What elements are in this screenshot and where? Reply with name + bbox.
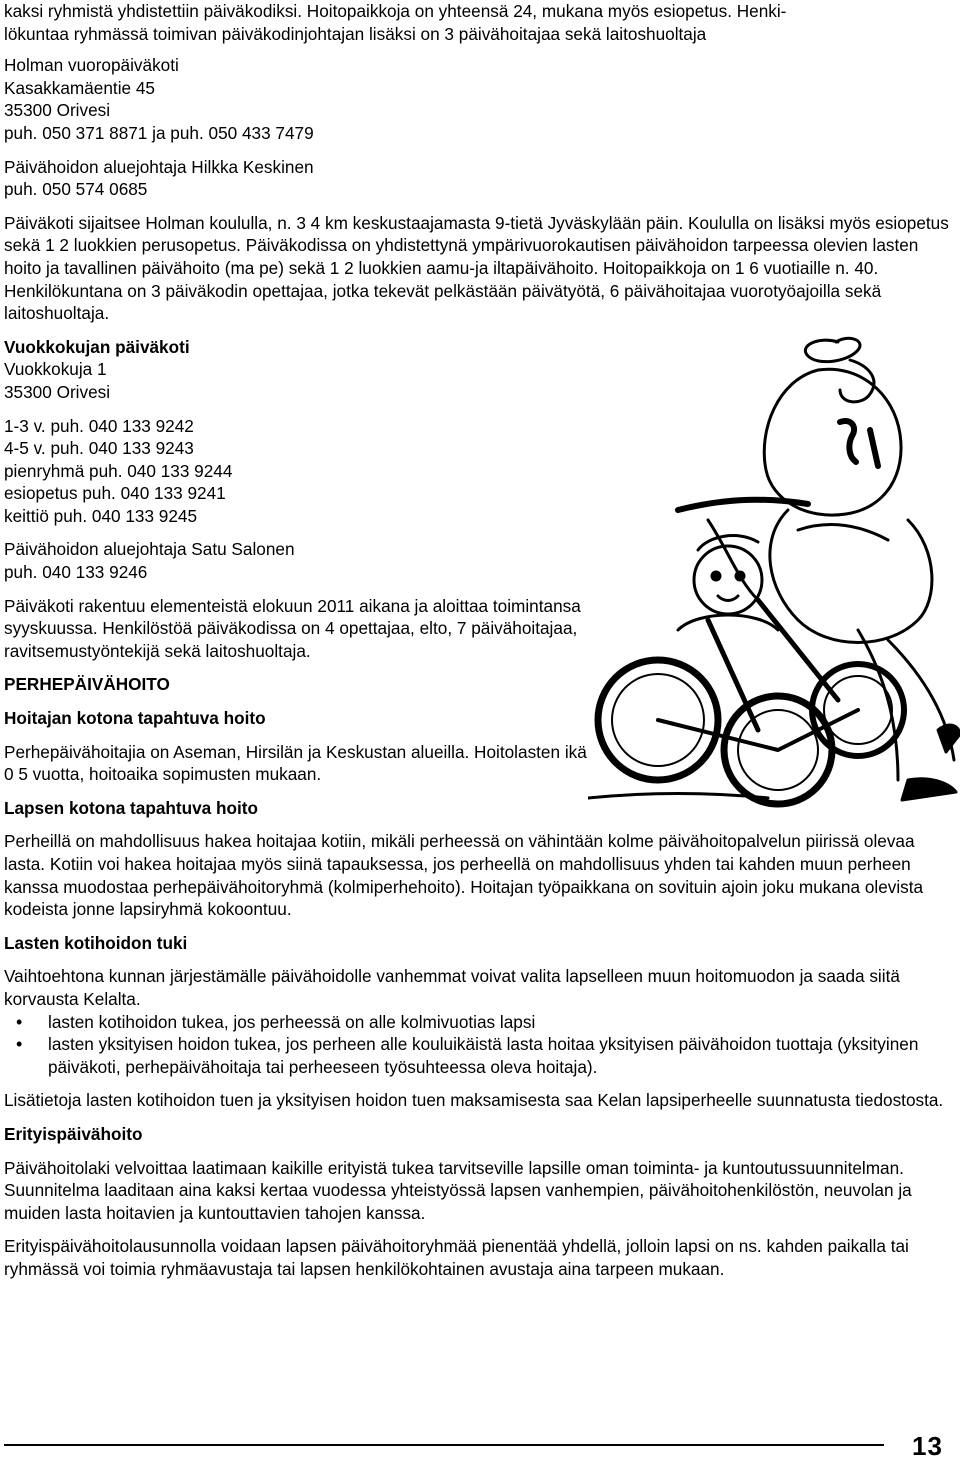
- holma-name: Holman vuoropäiväkoti: [4, 55, 179, 76]
- kotihoidon-tuki-text: Vaihtoehtona kunnan järjestämälle päivähoidolle vanhemmat voivat valita lapselleen muun hoitomuodon ja saada siitä korvausta Kelalta.: [4, 966, 900, 1009]
- holma-manager: Päivähoidon aluejohtaja Hilkka Keskinen: [4, 156, 314, 177]
- vuokko-name: Vuokkokujan päiväkoti: [4, 336, 190, 357]
- vuokko-phone: keittiö puh. 040 133 9245: [4, 505, 198, 526]
- vuokko-city: 35300 Orivesi: [4, 381, 111, 402]
- subheading-erityispaivahoito: Erityispäivähoito: [4, 1123, 143, 1144]
- subheading-hoitajan-kotona: Hoitajan kotona tapahtuva hoito: [4, 708, 266, 729]
- holma-description: Päiväkoti sijaitsee Holman koululla, n. 3 4 km keskustaajamasta 9-tietä Jyväskylään päin. Koululla on lisäksi myös esiopetus sekä 1 2 luokkien perusopetus. Päiväkodissa on yhdistettynä ympärivuorokautisen päivähoidon tarpeessa olevien lasten hoito ja tavallinen päivähoito (ma pe) sekä 1 2 luokkien aamu-ja iltapäivähoito. Hoitopaikkoja on 1 6 vuotiaille n. 40. Henkilökuntana on 3 päiväkodin opettajaa, jotka tekevät pelkästään päivätyötä, 6 päivähoitajaa vuorotyöajoilla sekä laitoshuoltaja.: [4, 212, 949, 324]
- tricycle-illustration: [588, 330, 960, 810]
- vuokko-phone: pienryhmä puh. 040 133 9244: [4, 460, 233, 481]
- erityispaivahoito-text-2: Erityispäivähoitolausunnolla voidaan lapsen päivähoitoryhmää pienentää yhdellä, jolloin lapsi on ns. kahden paikalla tai ryhmässä voi toimia ryhmäavustaja tai lapsen henkilökohtainen avustaja aina tarpeen mukaan.: [4, 1236, 909, 1279]
- page-number: 13: [912, 1431, 943, 1461]
- holma-manager-phone: puh. 050 574 0685: [4, 179, 148, 200]
- holma-city: 35300 Orivesi: [4, 100, 111, 121]
- holma-street: Kasakkamäentie 45: [4, 77, 155, 98]
- vuokko-manager-phone: puh. 040 133 9246: [4, 562, 148, 583]
- section-heading-perhepaivahoito: PERHEPÄIVÄHOITO: [4, 674, 170, 695]
- erityispaivahoito-text-1: Päivähoitolaki velvoittaa laatimaan kaikille erityistä tukea tarvitseville lapsille oman toiminta- ja kuntoutussuunnitelman. Suunnitelma laaditaan aina kaksi kertaa vuodessa yhteistyössä lapsen vanhempien, päivähoitohenkilöstön, neuvolan ja muiden lasta hoitavien ja kuntouttavien tahojen kanssa.: [4, 1157, 912, 1223]
- vuokko-street: Vuokkokuja 1: [4, 359, 107, 380]
- vuokko-description: Päiväkoti rakentuu elementeistä elokuun 2011 aikana ja aloittaa toimintansa syyskuussa. Henkilöstöä päiväkodissa on 4 opettajaa, elto, 7 päivähoitajaa, ravitsemustyöntekijä sekä laitoshuoltaja.: [4, 595, 581, 661]
- subheading-lapsen-kotona: Lapsen kotona tapahtuva hoito: [4, 797, 259, 818]
- footer-rule: [4, 1444, 884, 1446]
- support-list: [4, 1011, 954, 1079]
- vuokko-manager: Päivähoidon aluejohtaja Satu Salonen: [4, 539, 295, 560]
- intro-line-1: kaksi ryhmistä yhdistettiin päiväkodiksi. Hoitopaikkoja on yhteensä 24, mukana myös esiopetus. Henki-: [4, 1, 787, 21]
- intro-line-2: lökuntaa ryhmässä toimivan päiväkodinjohtajan lisäksi on 3 päivähoitajaa sekä laitoshuoltaja: [4, 23, 707, 44]
- vuokko-phone: 4-5 v. puh. 040 133 9243: [4, 438, 194, 459]
- subheading-kotihoidon-tuki: Lasten kotihoidon tuki: [4, 932, 188, 953]
- list-item: • lasten kotihoidon tukea, jos perheessä on alle kolmivuotias lapsi: [48, 1011, 954, 1034]
- list-item: • lasten yksityisen hoidon tukea, jos perheen alle kouluikäistä lasta hoitaa yksityisen päivähoidon tuottaja (yksityinen päiväkoti, perhepäivähoitaja tai perheeseen työsuhteessa oleva hoitaja).: [48, 1033, 954, 1078]
- holma-phones: puh. 050 371 8871 ja puh. 050 433 7479: [4, 122, 314, 143]
- lapsen-kotona-text: Perheillä on mahdollisuus hakea hoitajaa kotiin, mikäli perheessä on vähintään kolme päivähoitopalvelun piirissä olevaa lasta. Kotiin voi hakea hoitajaa myös siinä tapauksessa, jos perheellä on mahdollisuus yhden tai kahden muun perheen kanssa muodostaa perhepäivähoitoryhmä (kolmiperhehoito). Hoitajan työpaikkana on sovituin ajoin joku mukana olevista kodeista jonne lapsiryhmä kokoontuu.: [4, 831, 924, 920]
- vuokko-phone: esiopetus puh. 040 133 9241: [4, 483, 226, 504]
- hoitajan-kotona-text: Perhepäivähoitajia on Aseman, Hirsilän ja Keskustan alueilla. Hoitolasten ikä 0 5 vuotta, hoitoaika sopimusten mukaan.: [4, 741, 587, 785]
- left-column: [4, 336, 589, 797]
- vuokko-phone: 1-3 v. puh. 040 133 9242: [4, 415, 194, 436]
- kela-info-text: Lisätietoja lasten kotihoidon tuen ja yksityisen hoidon tuen maksamisesta saa Kelan lapsiperheelle suunnatusta tiedostosta.: [4, 1090, 944, 1111]
